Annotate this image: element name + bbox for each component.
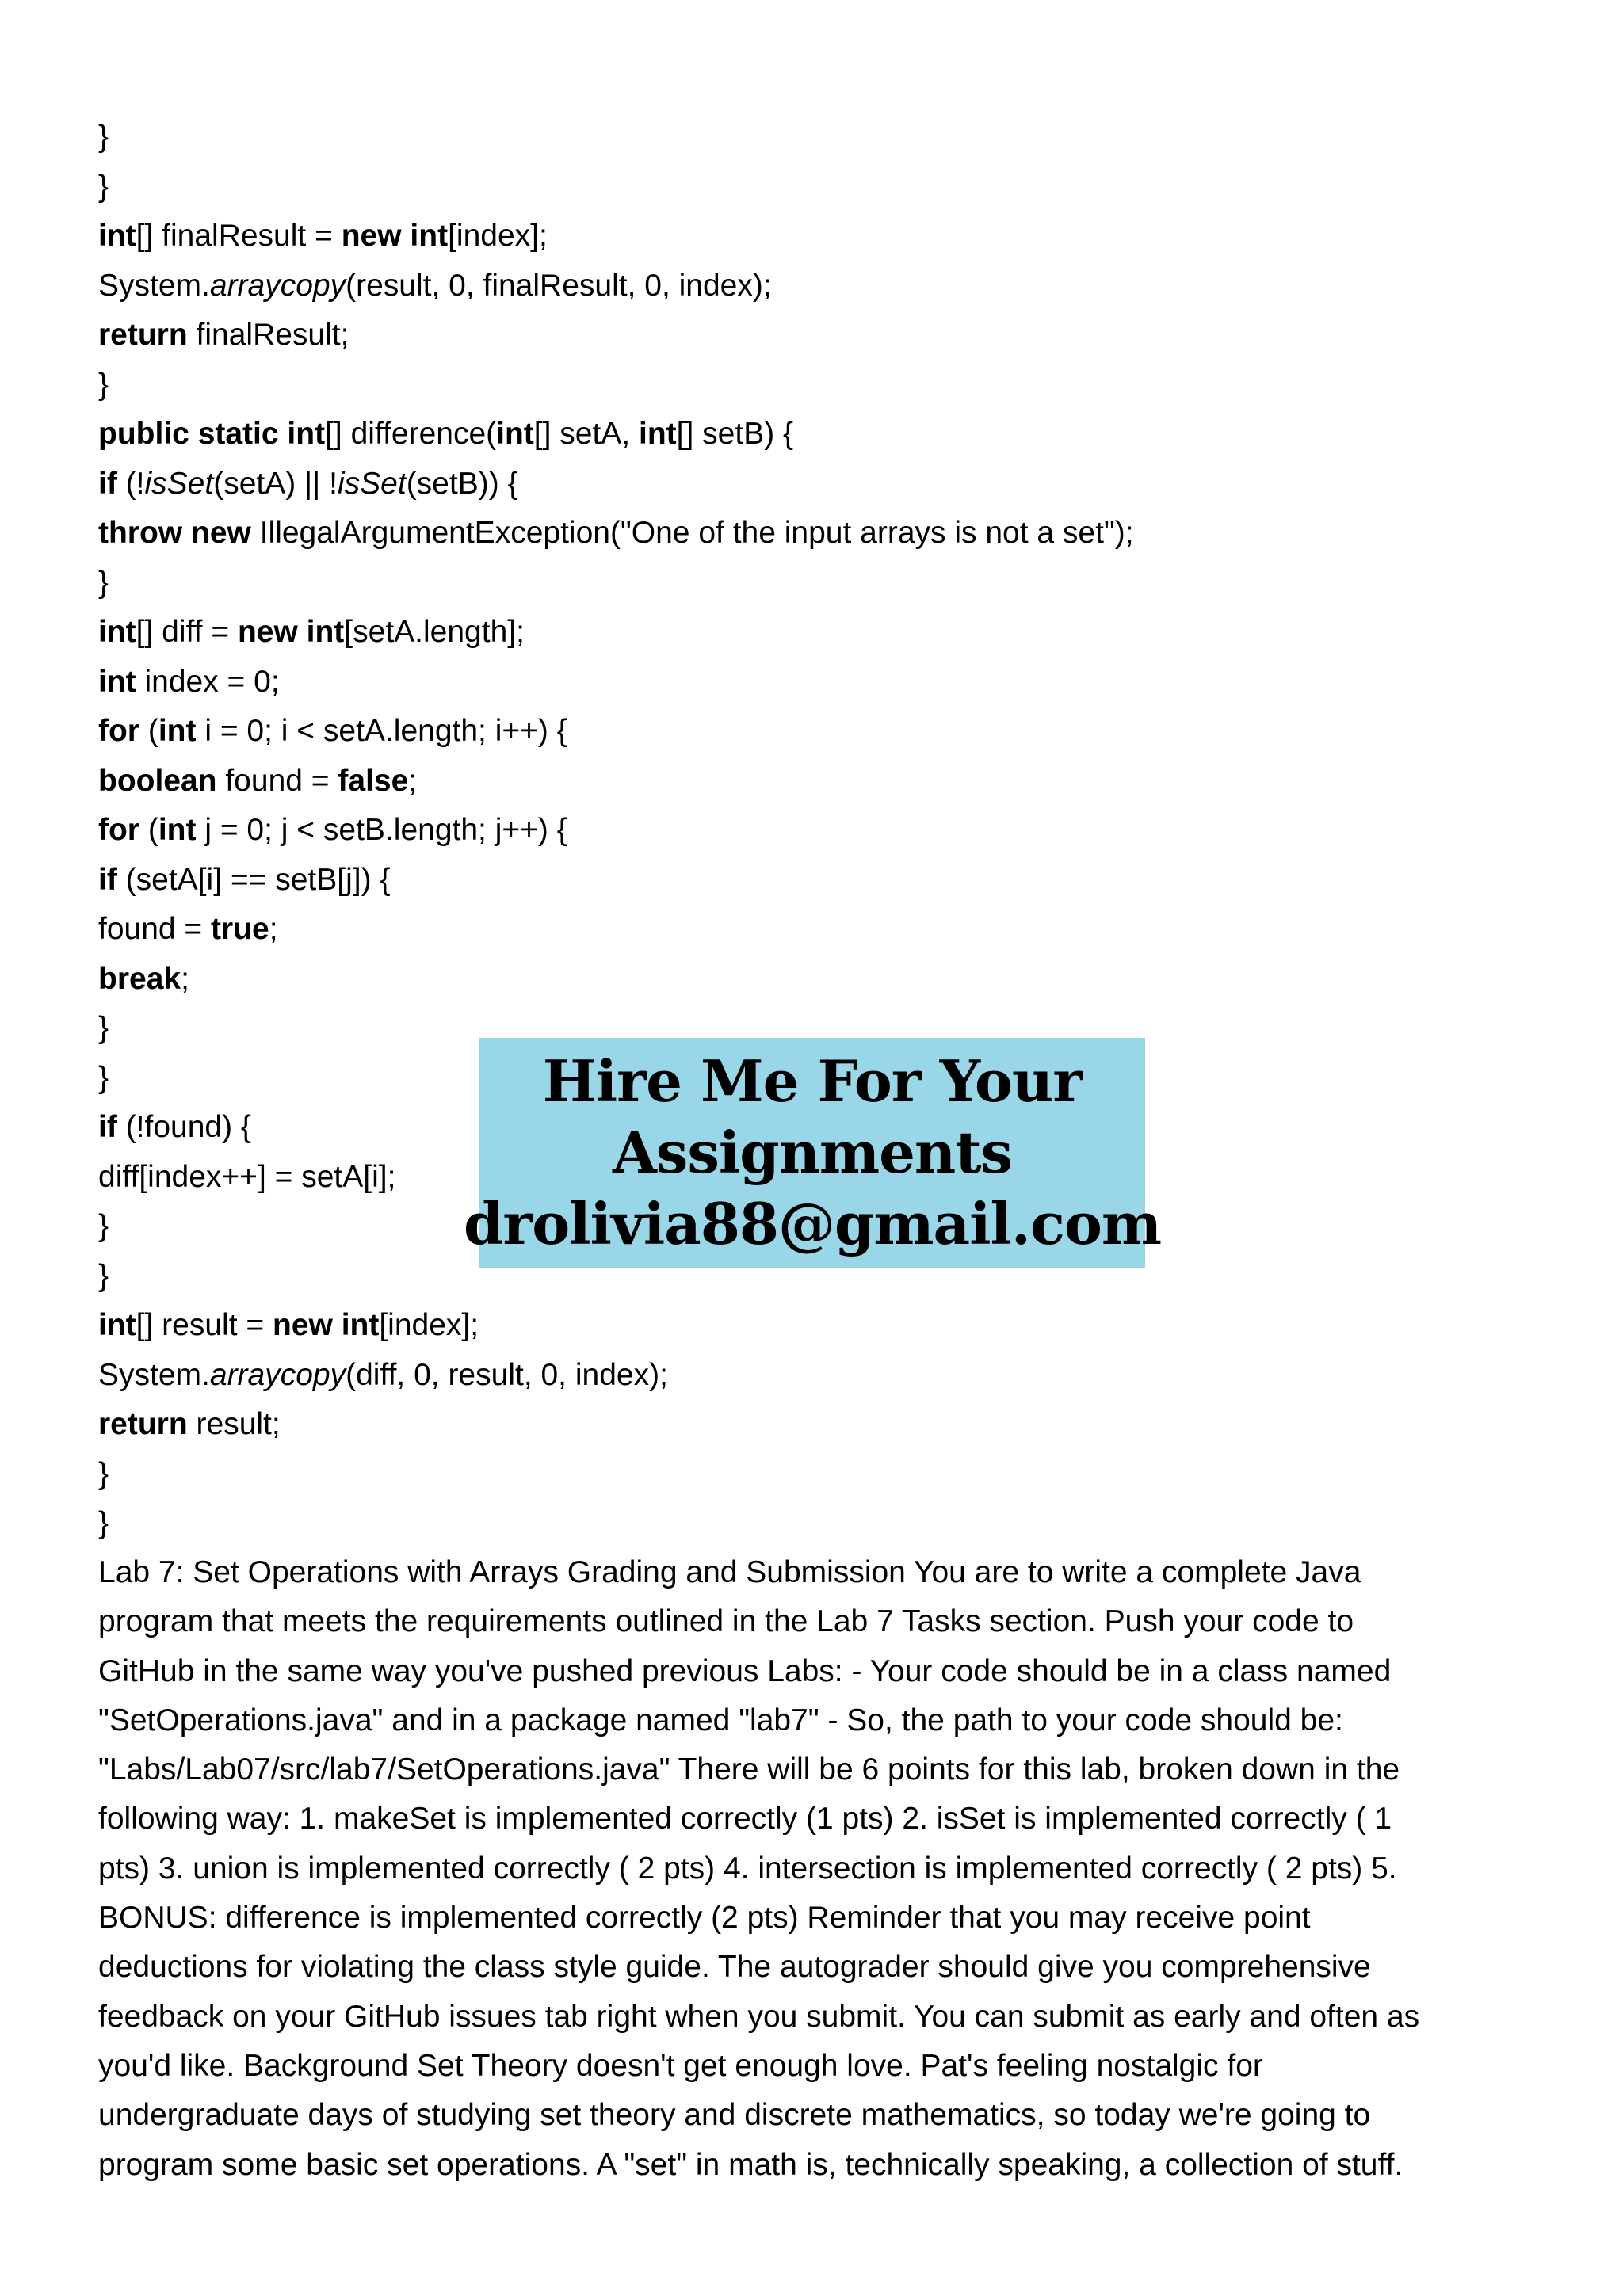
code-line bbox=[98, 905, 1287, 955]
code-keyword: new bbox=[237, 615, 298, 649]
code-keyword: boolean bbox=[98, 763, 217, 798]
code-text: } bbox=[98, 169, 109, 204]
code-text: } bbox=[98, 120, 109, 154]
code-keyword: int bbox=[98, 219, 136, 253]
code-line bbox=[98, 162, 1287, 212]
prose-line: following way: 1. makeSet is implemented correctly (1 pts) 2. isSet is implemented correctly ( 1 bbox=[98, 1802, 1392, 1836]
code-text: ; bbox=[181, 961, 189, 996]
code-text: (!found) { bbox=[116, 1110, 251, 1144]
code-keyword: new bbox=[272, 1308, 333, 1342]
code-keyword: int bbox=[158, 714, 197, 748]
prose-line: undergraduate days of studying set theory and discrete mathematics, so today we're going to bbox=[98, 2098, 1371, 2133]
code-keyword: int bbox=[98, 1308, 136, 1342]
code-text: } bbox=[98, 1258, 109, 1293]
code-text: } bbox=[98, 1060, 109, 1095]
code-keyword: for bbox=[98, 714, 139, 748]
code-text bbox=[189, 417, 198, 451]
banner-line-2: Assignments bbox=[612, 1119, 1013, 1186]
code-text bbox=[182, 516, 191, 550]
code-keyword: break bbox=[98, 961, 181, 996]
prose-line: BONUS: difference is implemented correctly (2 pts) Reminder that you may receive point bbox=[98, 1901, 1311, 1936]
code-keyword: throw bbox=[98, 516, 183, 550]
prose-line: deductions for violating the class style guide. The autograder should give you comprehensive bbox=[98, 1950, 1371, 1985]
code-keyword: return bbox=[98, 318, 188, 352]
prose-line: program some basic set operations. A "set" in math is, technically speaking, a collection of stuff. bbox=[98, 2147, 1403, 2182]
banner-email: drolivia88@gmail.com bbox=[463, 1190, 1162, 1257]
code-text: } bbox=[98, 1209, 109, 1243]
code-static-call: isSet bbox=[337, 466, 407, 501]
code-text: } bbox=[98, 367, 109, 402]
code-line bbox=[98, 360, 1287, 410]
code-keyword: if bbox=[98, 862, 117, 897]
code-text: } bbox=[98, 565, 109, 600]
code-text: found = bbox=[98, 912, 212, 946]
code-static-call: isSet bbox=[144, 466, 214, 501]
code-text: result; bbox=[187, 1407, 281, 1441]
code-line bbox=[98, 1351, 1287, 1401]
prose-line: feedback on your GitHub issues tab right when you submit. You can submit as early and often as bbox=[98, 1999, 1420, 2034]
code-keyword: for bbox=[98, 813, 139, 847]
code-text: found = bbox=[216, 763, 338, 798]
code-keyword: int bbox=[410, 219, 449, 253]
code-line bbox=[98, 113, 1287, 162]
code-line bbox=[98, 410, 1287, 460]
code-text: [] diff = bbox=[136, 615, 238, 649]
code-line bbox=[98, 460, 1287, 509]
code-text: i = 0; i < setA.length; i++) { bbox=[196, 714, 567, 748]
code-text: (setA[i] == setB[j]) { bbox=[116, 862, 391, 897]
code-keyword: if bbox=[98, 466, 117, 501]
code-text: [] finalResult = bbox=[136, 219, 342, 253]
code-keyword: int bbox=[639, 417, 677, 451]
code-text: [index]; bbox=[448, 219, 548, 253]
code-line bbox=[98, 509, 1287, 559]
code-text: } bbox=[98, 1011, 109, 1045]
code-line bbox=[98, 757, 1287, 807]
code-block bbox=[98, 113, 1287, 1549]
code-line bbox=[98, 261, 1287, 311]
code-keyword: public bbox=[98, 417, 189, 451]
code-text: System. bbox=[98, 268, 210, 303]
code-text: [index]; bbox=[379, 1308, 479, 1342]
code-text bbox=[402, 219, 411, 253]
code-keyword: return bbox=[98, 1407, 188, 1441]
code-text: diff[index++] = setA[i]; bbox=[98, 1159, 396, 1194]
code-keyword: int bbox=[496, 417, 534, 451]
code-text: } bbox=[98, 1456, 109, 1491]
code-keyword: int bbox=[306, 615, 345, 649]
code-keyword: int bbox=[287, 417, 326, 451]
code-text: j = 0; j < setB.length; j++) { bbox=[196, 813, 567, 847]
code-text: ( bbox=[139, 813, 158, 847]
code-text: IllegalArgumentException("One of the input arrays is not a set"); bbox=[250, 516, 1134, 550]
code-keyword: int bbox=[341, 1308, 380, 1342]
code-text: (! bbox=[116, 466, 145, 501]
code-text: [] setB) { bbox=[676, 417, 794, 451]
code-keyword: int bbox=[158, 813, 197, 847]
code-text bbox=[333, 1308, 342, 1342]
code-text: (setA) || ! bbox=[213, 466, 338, 501]
code-line bbox=[98, 212, 1287, 261]
watermark-banner bbox=[463, 1038, 1162, 1268]
assignment-description bbox=[98, 1548, 1525, 2190]
code-line bbox=[98, 311, 1287, 360]
code-text: index = 0; bbox=[136, 664, 280, 699]
code-text: (result, 0, finalResult, 0, index); bbox=[346, 268, 772, 303]
code-static-call: arraycopy bbox=[209, 268, 346, 303]
code-keyword: true bbox=[211, 912, 269, 946]
prose-line: "Labs/Lab07/src/lab7/SetOperations.java" There will be 6 points for this lab, broken down in the bbox=[98, 1753, 1400, 1787]
code-line bbox=[98, 1450, 1287, 1500]
code-line bbox=[98, 856, 1287, 906]
code-keyword: int bbox=[98, 664, 136, 699]
code-text bbox=[298, 615, 307, 649]
code-keyword: if bbox=[98, 1110, 117, 1144]
code-line bbox=[98, 1400, 1287, 1450]
code-keyword: int bbox=[98, 615, 136, 649]
code-text: [] result = bbox=[136, 1308, 273, 1342]
code-line bbox=[98, 806, 1287, 856]
code-text: [] difference( bbox=[325, 417, 497, 451]
prose-line: Lab 7: Set Operations with Arrays Grading and Submission You are to write a complete Java bbox=[98, 1555, 1361, 1589]
code-text: ( bbox=[139, 714, 158, 748]
prose-line: program that meets the requirements outlined in the Lab 7 Tasks section. Push your code to bbox=[98, 1604, 1354, 1639]
code-keyword: false bbox=[338, 763, 409, 798]
code-line bbox=[98, 955, 1287, 1005]
code-line bbox=[98, 707, 1287, 757]
prose-line: pts) 3. union is implemented correctly ( 2 pts) 4. intersection is implemented correctly ( 2 pts) 5. bbox=[98, 1851, 1397, 1886]
code-keyword: new bbox=[191, 516, 251, 550]
prose-line: GitHub in the same way you've pushed previous Labs: - Your code should be in a class named bbox=[98, 1653, 1392, 1688]
code-text: System. bbox=[98, 1357, 210, 1392]
code-text: (diff, 0, result, 0, index); bbox=[346, 1357, 668, 1392]
code-text: [setA.length]; bbox=[344, 615, 525, 649]
code-text: (setB)) { bbox=[406, 466, 518, 501]
code-line bbox=[98, 1499, 1287, 1549]
code-line bbox=[98, 608, 1287, 658]
code-text: ; bbox=[408, 763, 418, 798]
banner-line-1: Hire Me For Your bbox=[542, 1047, 1083, 1115]
prose-line: "SetOperations.java" and in a package named "lab7" - So, the path to your code should be: bbox=[98, 1703, 1343, 1737]
code-text: [] setA, bbox=[533, 417, 640, 451]
code-keyword: static bbox=[197, 417, 279, 451]
code-text: } bbox=[98, 1506, 109, 1540]
code-static-call: arraycopy bbox=[209, 1357, 346, 1392]
code-text bbox=[279, 417, 288, 451]
code-line bbox=[98, 559, 1287, 608]
prose-line: you'd like. Background Set Theory doesn't get enough love. Pat's feeling nostalgic for bbox=[98, 2048, 1263, 2083]
code-line bbox=[98, 658, 1287, 707]
code-text: finalResult; bbox=[187, 318, 349, 352]
code-keyword: new bbox=[341, 219, 402, 253]
code-text: ; bbox=[269, 912, 278, 946]
code-line bbox=[98, 1301, 1287, 1351]
